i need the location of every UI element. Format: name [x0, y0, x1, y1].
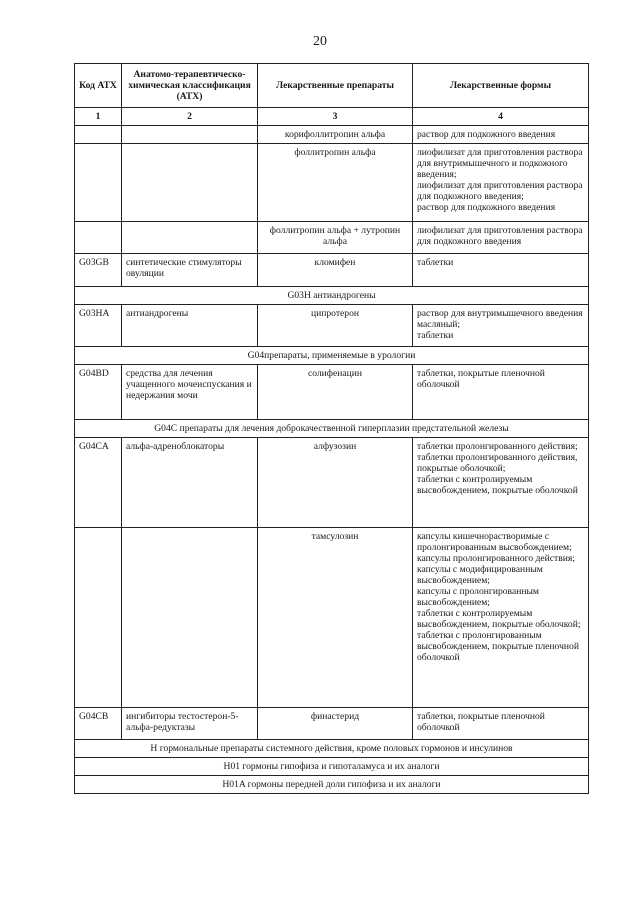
header-dosage-forms: Лекарственные формы: [413, 64, 589, 108]
atx-class-cell: [122, 528, 258, 708]
atx-code-cell: G04CB: [75, 708, 122, 740]
atx-code-cell: G03HA: [75, 305, 122, 347]
atx-code-cell: G03GB: [75, 254, 122, 287]
table-row: [75, 708, 589, 740]
atx-code-cell: [75, 222, 122, 254]
atx-class-cell: [122, 144, 258, 222]
table-row: [75, 144, 589, 222]
section-heading: H гормональные препараты системного действия, кроме половых гормонов и инсулинов: [75, 740, 589, 758]
atx-class-cell: антиандрогены: [122, 305, 258, 347]
drug-cell: фоллитропин альфа + лутропин альфа: [258, 222, 413, 254]
drug-cell: алфузозин: [258, 438, 413, 528]
table-header-row: [75, 64, 589, 108]
atx-class-cell: [122, 222, 258, 254]
table-row: [75, 438, 589, 528]
section-row: [75, 287, 589, 305]
header-atx-code: Код АТХ: [75, 64, 122, 108]
column-number-row: [75, 108, 589, 126]
drug-cell: кломифен: [258, 254, 413, 287]
dosage-form-cell: таблетки, покрытые пленочной оболочкой: [413, 365, 589, 420]
dosage-form-cell: лиофилизат для приготовления раствора для подкожного введения: [413, 222, 589, 254]
atx-code-cell: [75, 144, 122, 222]
drug-cell: финастерид: [258, 708, 413, 740]
section-heading: G04препараты, применяемые в урологии: [75, 347, 589, 365]
dosage-form-cell: таблетки пролонгированного действия; таблетки пролонгированного действия, покрытые оболочкой; таблетки с контролируемым высвобождением, покрытые оболочкой: [413, 438, 589, 528]
table-row: [75, 254, 589, 287]
drug-cell: солифенацин: [258, 365, 413, 420]
section-row: [75, 758, 589, 776]
atx-class-cell: ингибиторы тестостерон-5-альфа-редуктазы: [122, 708, 258, 740]
table-row: [75, 126, 589, 144]
section-row: [75, 776, 589, 794]
column-number: 2: [122, 108, 258, 126]
atx-class-cell: средства для лечения учащенного мочеиспускания и недержания мочи: [122, 365, 258, 420]
atx-code-cell: G04BD: [75, 365, 122, 420]
dosage-form-cell: раствор для внутримышечного введения масляный; таблетки: [413, 305, 589, 347]
atx-code-cell: [75, 528, 122, 708]
section-row: [75, 420, 589, 438]
table-row: [75, 528, 589, 708]
atx-code-cell: [75, 126, 122, 144]
column-number: 1: [75, 108, 122, 126]
section-row: [75, 740, 589, 758]
table-row: [75, 365, 589, 420]
dosage-form-cell: раствор для подкожного введения: [413, 126, 589, 144]
table-row: [75, 305, 589, 347]
column-number: 3: [258, 108, 413, 126]
dosage-form-cell: таблетки, покрытые пленочной оболочкой: [413, 708, 589, 740]
drug-cell: ципротерон: [258, 305, 413, 347]
section-heading: H01 гормоны гипофиза и гипоталамуса и их аналоги: [75, 758, 589, 776]
table-row: [75, 222, 589, 254]
atx-drug-table: [74, 63, 589, 794]
atx-code-cell: G04CA: [75, 438, 122, 528]
drug-cell: тамсулозин: [258, 528, 413, 708]
atx-class-cell: синтетические стимуляторы овуляции: [122, 254, 258, 287]
drug-cell: корифоллитропин альфа: [258, 126, 413, 144]
header-atx-classification: Анатомо-терапевтическо-химическая классификация (АТХ): [122, 64, 258, 108]
dosage-form-cell: капсулы кишечнорастворимые с пролонгированным высвобождением; капсулы пролонгированного действия; капсулы с модифицированным высвобождением; капсулы с пролонгированным высвобождением; таблетки с контролируемым высвобождением, покрытые оболочкой; таблетки с пролонгированным высвобождением, покрытые пленочной оболочкой: [413, 528, 589, 708]
dosage-form-cell: лиофилизат для приготовления раствора для внутримышечного и подкожного введения; лиофилизат для приготовления раствора для подкожного введения; раствор для подкожного введения: [413, 144, 589, 222]
drug-cell: фоллитропин альфа: [258, 144, 413, 222]
page-number: 20: [313, 34, 327, 49]
section-row: [75, 347, 589, 365]
header-drugs: Лекарственные препараты: [258, 64, 413, 108]
dosage-form-cell: таблетки: [413, 254, 589, 287]
section-heading: G03H антиандрогены: [75, 287, 589, 305]
section-heading: H01A гормоны передней доли гипофиза и их аналоги: [75, 776, 589, 794]
atx-class-cell: [122, 126, 258, 144]
section-heading: G04C препараты для лечения доброкачественной гиперплазии предстательной железы: [75, 420, 589, 438]
column-number: 4: [413, 108, 589, 126]
atx-class-cell: альфа-адреноблокаторы: [122, 438, 258, 528]
